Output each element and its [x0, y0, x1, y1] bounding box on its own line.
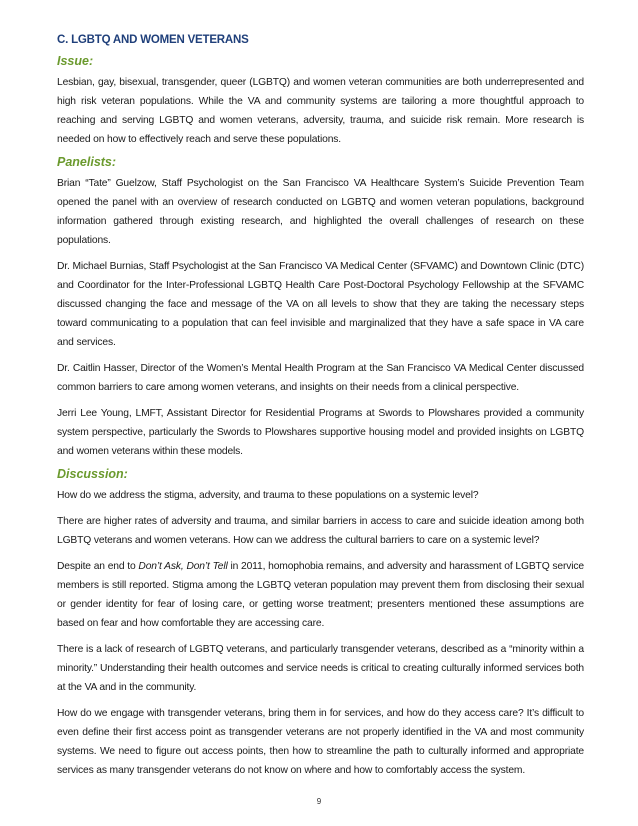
discussion-paragraph-4: There is a lack of research of LGBTQ veterans, and particularly transgender veterans, described as a “minority within a minority.” Understanding their health outcomes and service needs is critical to creating culturally informed services both at the VA and in the community. — [57, 644, 584, 693]
issue-paragraph: Lesbian, gay, bisexual, transgender, queer (LGBTQ) and women veteran communities are both underrepresented and high risk veteran populations. While the VA and community systems are tailoring a more thoughtful approach to reaching and serving LGBTQ and women veterans, adversity, trauma, and suicide risk remain. More research is needed on how to effectively reach and serve these populations. — [57, 77, 584, 145]
discussion-paragraph-5: How do we engage with transgender veterans, bring them in for services, and how do they access care? It’s difficult to even define their first access point as transgender veterans are not properly identified in the VA and most community systems. We need to figure out access points, then how to streamline the path to culturally informed and appropriate services as many transgender veterans do not know on where and how to comfortably access the system. — [57, 708, 584, 776]
document-page — [57, 34, 584, 787]
discussion-paragraph-3 — [57, 557, 584, 633]
discussion-paragraph-1: How do we address the stigma, adversity, and trauma to these populations on a systemic level? — [57, 490, 479, 501]
discussion-paragraph-2: There are higher rates of adversity and trauma, and similar barriers in access to care and suicide ideation among both LGBTQ veterans and women veterans. How can we address the cultural barriers to care on a systemic level? — [57, 516, 584, 546]
panelist-paragraph-hasser: Dr. Caitlin Hasser, Director of the Women’s Mental Health Program at the San Francisco VA Medical Center discussed common barriers to care among women veterans, and insights on their needs from a clinical perspective. — [57, 363, 584, 393]
panelist-paragraph-young: Jerri Lee Young, LMFT, Assistant Director for Residential Programs at Swords to Plowshares provided a community system perspective, particularly the Swords to Plowshares supportive housing model and provided insights on LGBTQ and women veterans within these models. — [57, 408, 584, 457]
discussion-p3-emphasis: Don’t Ask, Don’t Tell — [138, 561, 228, 572]
issue-heading: Issue: — [57, 54, 94, 68]
discussion-p3-before: Despite an end to — [57, 561, 139, 572]
discussion-heading: Discussion: — [57, 467, 128, 481]
panelist-paragraph-burnias: Dr. Michael Burnias, Staff Psychologist at the San Francisco VA Medical Center (SFVAMC) and Downtown Clinic (DTC) and Coordinator for the Inter-Professional LGBTQ Health Care Post-Doctoral Psychology Fellowship at the SFVAMC discussed changing the face and message of the VA on all levels to show that they are taking the necessary steps toward communicating to a population that can feel invisible and marginalized that they have a safe space in VA care and services. — [57, 261, 584, 348]
page-number: 9 — [316, 797, 322, 806]
discussion-p3-after: in 2011, homophobia remains, and adversity and harassment of LGBTQ service members is still reported. Stigma among the LGBTQ veteran population may prevent them from disclosing their sexual or gender identity for fear of losing care, or getting worse treatment; presenters mentioned these assumptions are based on fear and how comfortable they are accessing care. — [57, 561, 584, 629]
panelist-paragraph-guelzow: Brian “Tate” Guelzow, Staff Psychologist on the San Francisco VA Healthcare System’s Suicide Prevention Team opened the panel with an overview of research conducted on LGBTQ and women veteran populations, background information gathered through existing research, and highlighted the overall challenges of research on these populations. — [57, 178, 584, 246]
panelists-heading: Panelists: — [57, 155, 117, 169]
section-title: C. LGBTQ AND WOMEN VETERANS — [57, 34, 249, 46]
